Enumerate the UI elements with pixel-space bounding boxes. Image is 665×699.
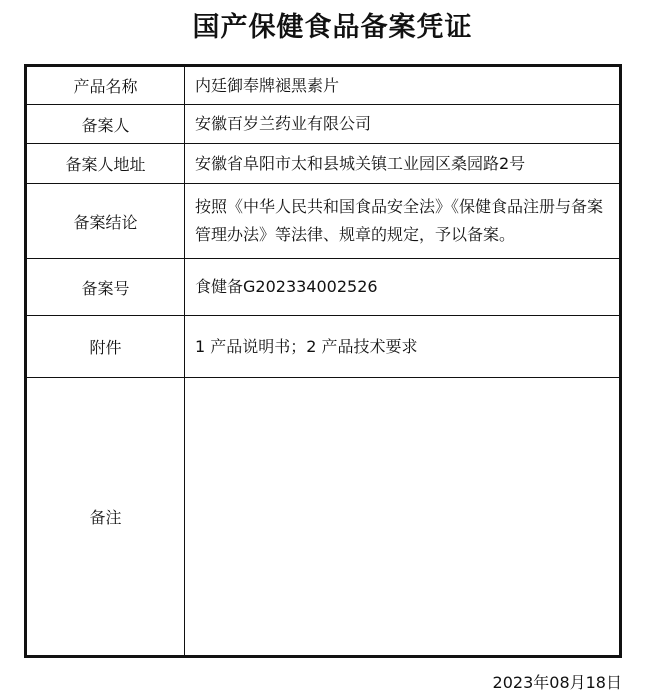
label-conclusion: 备案结论 — [27, 184, 185, 258]
issue-date: 2023年08月18日 — [492, 673, 622, 692]
label-attachments: 附件 — [27, 316, 185, 377]
table-row-conclusion — [27, 184, 619, 259]
value-filer-address: 安徽省阜阳市太和县城关镇工业园区桑园路2号 — [195, 153, 526, 173]
table-row-attachments — [27, 316, 619, 378]
table-row-remarks — [27, 378, 619, 655]
document-title: 国产保健食品备案凭证 — [192, 12, 473, 43]
value-product-name: 内廷御奉牌褪黑素片 — [195, 75, 340, 95]
value-record-number: 食健备G202334002526 — [195, 277, 378, 296]
value-conclusion: 按照《中华人民共和国食品安全法》《保健食品注册与备案管理办法》等法律、规章的规定，予以备案。 — [195, 197, 604, 244]
table-row-filer — [27, 105, 619, 144]
value-remarks — [185, 378, 619, 655]
table-row-record-number — [27, 259, 619, 316]
table-row-product-name — [27, 67, 619, 105]
label-record-number: 备案号 — [27, 259, 185, 315]
label-product-name: 产品名称 — [27, 67, 185, 104]
label-remarks: 备注 — [27, 378, 185, 655]
label-filer-address: 备案人地址 — [27, 144, 185, 183]
value-filer: 安徽百岁兰药业有限公司 — [195, 114, 372, 133]
value-attachments: 1 产品说明书；2 产品技术要求 — [195, 336, 418, 356]
table-row-filer-address — [27, 144, 619, 184]
label-filer: 备案人 — [27, 105, 185, 143]
record-table — [24, 64, 622, 658]
